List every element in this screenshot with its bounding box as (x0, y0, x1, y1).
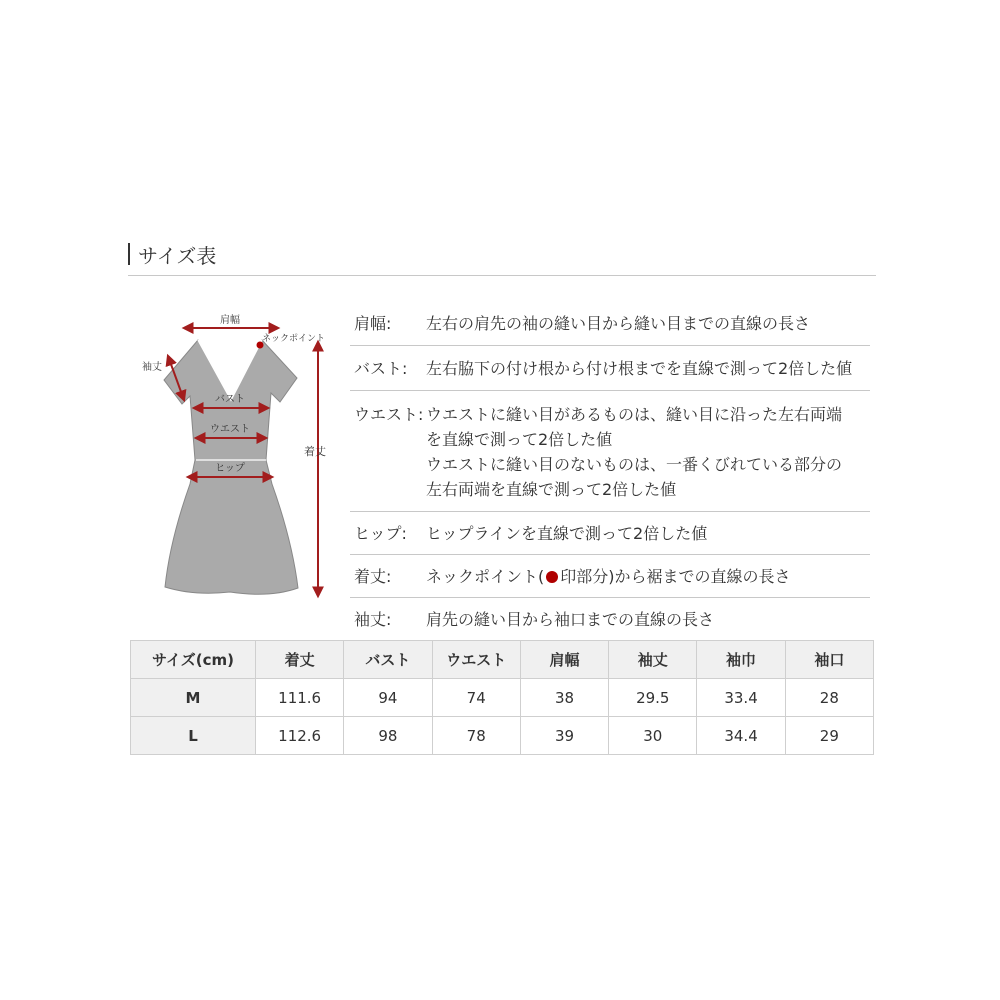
table-cell: 111.6 (256, 679, 344, 717)
definition-term: 着丈: (354, 567, 392, 586)
hip-label: ヒップ (215, 463, 245, 474)
header-sleeve-length: 袖丈 (609, 641, 697, 679)
size-label: L (131, 717, 256, 755)
waist-label: ウエスト (210, 424, 250, 435)
definition-text-after: 印部分)から裾までの直線の長さ (560, 567, 791, 586)
size-table-header (131, 641, 874, 679)
title-divider (128, 275, 876, 276)
header-shoulder: 肩幅 (520, 641, 608, 679)
header-cuff: 袖口 (785, 641, 873, 679)
definition-term: ウエスト: (354, 405, 424, 424)
shoulder-label: 肩幅 (220, 315, 240, 326)
definition-bust (350, 346, 870, 391)
table-cell: 29 (785, 717, 873, 755)
definition-term: 袖丈: (354, 610, 392, 629)
definition-shoulder (350, 300, 870, 346)
definition-text: を直線で測って2倍した値 (426, 430, 613, 449)
header-waist: ウエスト (432, 641, 520, 679)
dress-measurement-diagram (130, 300, 330, 610)
size-label: M (131, 679, 256, 717)
section-title (128, 240, 216, 268)
table-cell: 28 (785, 679, 873, 717)
header-size: サイズ(cm) (131, 641, 256, 679)
sleeve-label: 袖丈 (142, 362, 162, 373)
bust-label: バスト (215, 394, 245, 405)
definition-text: ウエストに縫い目のないものは、一番くびれている部分の (426, 455, 843, 474)
table-cell: 98 (344, 717, 432, 755)
definition-text: ヒップラインを直線で測って2倍した値 (426, 524, 708, 543)
definition-text: 肩先の縫い目から袖口までの直線の長さ (426, 610, 715, 629)
definition-term: ヒップ: (354, 524, 407, 543)
section-title-text: サイズ表 (138, 243, 217, 268)
definition-text: 左右脇下の付け根から付け根までを直線で測って2倍した値 (426, 359, 853, 378)
definition-text (426, 564, 870, 589)
neck-point-label: ネックポイント (262, 334, 326, 344)
definition-length (350, 555, 870, 598)
definition-term: 肩幅: (354, 314, 392, 333)
definition-text: 左右両端を直線で測って2倍した値 (426, 480, 677, 499)
table-cell: 94 (344, 679, 432, 717)
definition-waist (350, 391, 870, 512)
size-table (130, 640, 874, 755)
header-sleeve-width: 袖巾 (697, 641, 785, 679)
definition-term: バスト: (354, 359, 408, 378)
length-label: 着丈 (304, 445, 326, 458)
neck-point-marker-icon (546, 571, 558, 583)
header-bust: バスト (344, 641, 432, 679)
table-cell: 34.4 (697, 717, 785, 755)
table-cell: 38 (520, 679, 608, 717)
table-row (131, 717, 874, 755)
table-cell: 30 (609, 717, 697, 755)
table-cell: 74 (432, 679, 520, 717)
header-length: 着丈 (256, 641, 344, 679)
table-row (131, 679, 874, 717)
definition-text: ウエストに縫い目があるものは、縫い目に沿った左右両端 (426, 405, 843, 424)
table-cell: 78 (432, 717, 520, 755)
definition-hip (350, 512, 870, 555)
definition-text-before: ネックポイント( (426, 567, 545, 586)
definition-text: 左右の肩先の袖の縫い目から縫い目までの直線の長さ (426, 314, 811, 333)
title-accent-bar (128, 243, 130, 265)
table-cell: 33.4 (697, 679, 785, 717)
measurement-definitions (350, 300, 870, 641)
table-cell: 29.5 (609, 679, 697, 717)
table-cell: 39 (520, 717, 608, 755)
table-cell: 112.6 (256, 717, 344, 755)
definition-sleeve (350, 598, 870, 641)
